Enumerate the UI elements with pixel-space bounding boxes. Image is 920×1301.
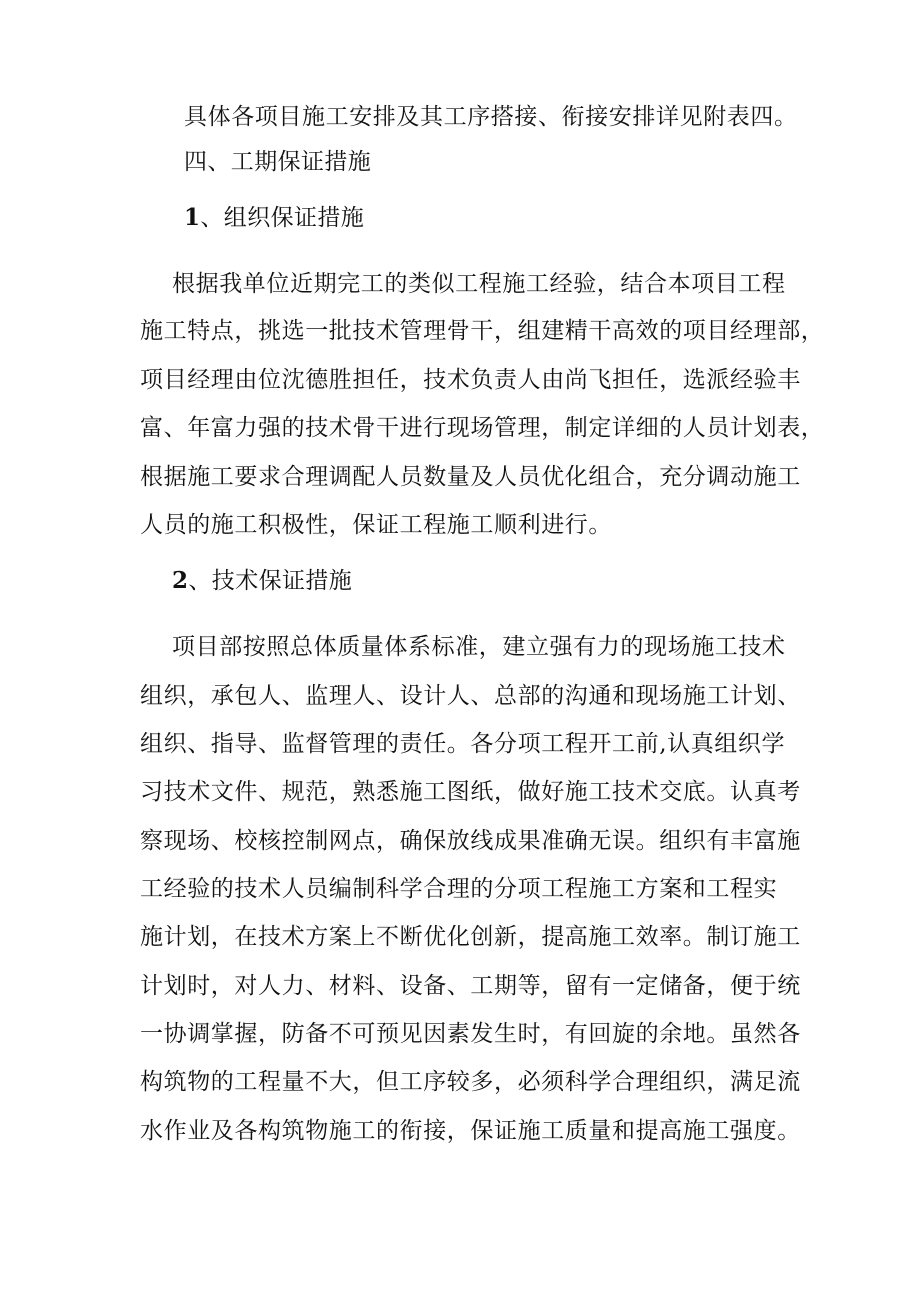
paragraph-line: 人员的施工积极性，保证工程施工顺利进行。 [140,512,612,538]
paragraph-line: 察现场、校核控制网点，确保放线成果准确无误。组织有丰富施 [140,828,801,854]
section-heading: 四、工期保证措施 [184,149,372,175]
paragraph-line: 习技术文件、规范，熟悉施工图纸，做好施工技术交底。认真考 [140,779,801,805]
paragraph-line: 富、年富力强的技术骨干进行现场管理，制定详细的人员计划表， [140,415,825,441]
paragraph-line: 施计划，在技术方案上不断优化创新，提高施工效率。制订施工 [140,924,801,950]
paragraph-line: 组织、指导、监督管理的责任。各分项工程开工前,认真组织学 [140,731,786,757]
paragraph-line: 构筑物的工程量不大，但工序较多，必须科学合理组织，满足流 [140,1069,801,1095]
paragraph-line: 水作业及各构筑物施工的衔接，保证施工质量和提高施工强度。 [140,1118,801,1144]
subsection-2-number: 2 [172,567,189,594]
paragraph-line: 根据施工要求合理调配人员数量及人员优化组合，充分调动施工 [140,464,801,490]
paragraph-line: 施工特点，挑选一批技术管理骨干，组建精干高效的项目经理部， [140,318,825,344]
subsection-1-number: 1 [184,204,201,231]
paragraph-line: 计划时，对人力、材料、设备、工期等，留有一定储备，便于统 [140,973,801,999]
subsection-2-heading [172,566,352,596]
subsection-2-title: 、技术保证措施 [188,568,353,594]
intro-line: 具体各项目施工安排及其工序搭接、衔接安排详见附表四。 [184,104,798,130]
paragraph-line: 项目部按照总体质量体系标准，建立强有力的现场施工技术 [172,634,786,660]
subsection-1-heading [184,203,364,233]
paragraph-line: 项目经理由位沈德胜担任，技术负责人由尚飞担任，选派经验丰 [140,367,801,393]
subsection-1-title: 、组织保证措施 [200,205,365,231]
paragraph-line: 一协调掌握，防备不可预见因素发生时，有回旋的余地。虽然各 [140,1021,801,1047]
paragraph-line: 工经验的技术人员编制科学合理的分项工程施工方案和工程实 [140,876,778,902]
paragraph-line: 根据我单位近期完工的类似工程施工经验，结合本项目工程 [172,271,786,297]
paragraph-line: 组织，承包人、监理人、设计人、总部的沟通和现场施工计划、 [140,683,801,709]
